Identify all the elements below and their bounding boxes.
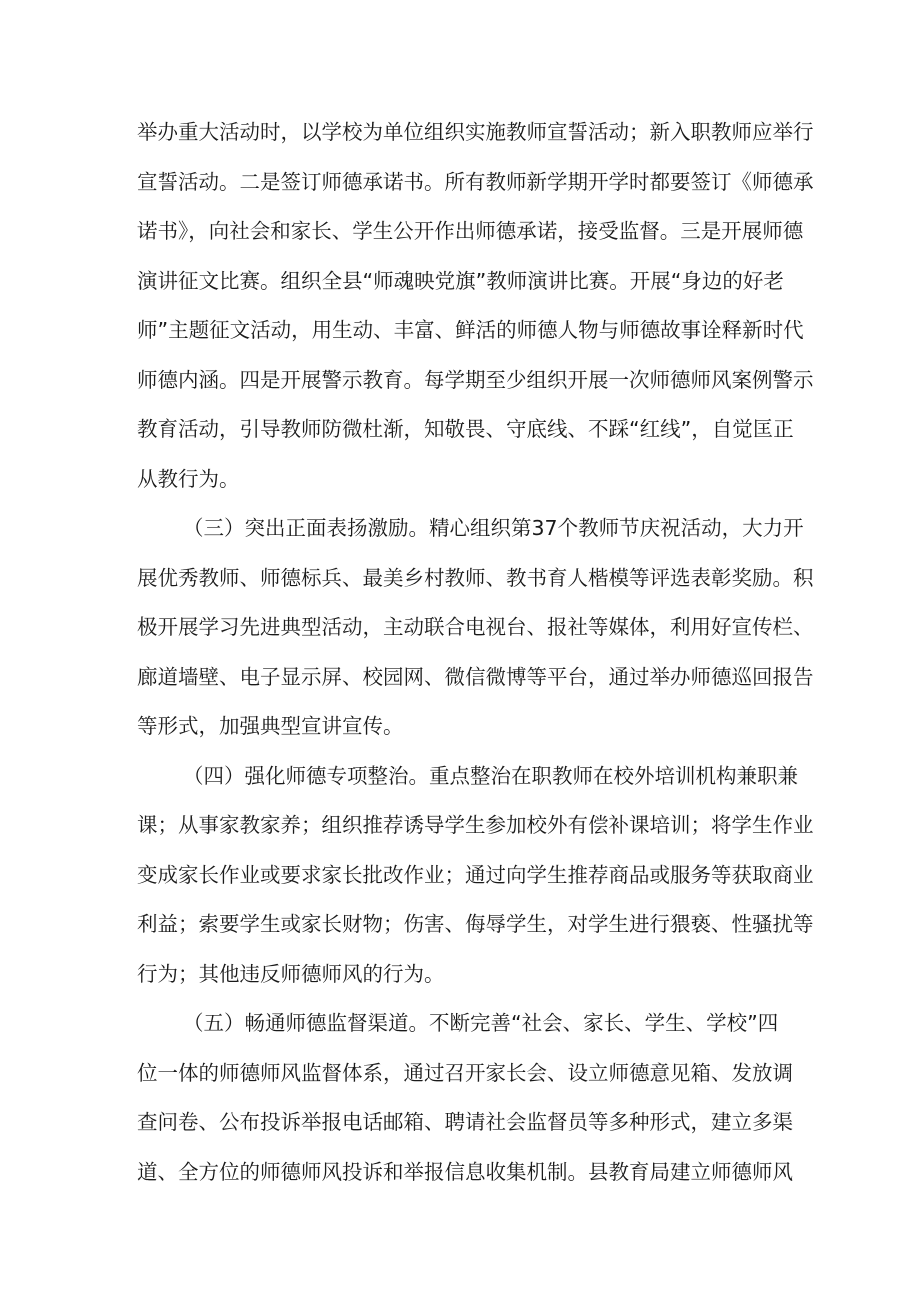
paragraph-continuation [137,108,814,504]
text-line: 从教行为。 [137,466,240,491]
text-line: 教育活动，引导教师防微杜渐，知敬畏、守底线、不踩“红线”，自觉匡正 [137,417,794,441]
text-line: 师德内涵。四是开展警示教育。每学期至少组织开展一次师德师风案例警示 [137,367,814,392]
text-line: （三）突出正面表扬激励。精心组织第37个教师节庆祝活动，大力开 [183,516,804,540]
text-line: 查问卷、公布投诉举报电话邮箱、聘请社会监督员等多种形式，建立多渠 [137,1110,793,1134]
text-line: 道、全方位的师德师风投诉和举报信息收集机制。县教育局建立师德师风 [137,1159,793,1184]
text-line: 行为；其他违反师德师风的行为。 [137,961,445,986]
text-line: 举办重大活动时，以学校为单位组织实施教师宣誓活动；新入职教师应举行 [137,120,814,144]
text-line: 变成家长作业或要求家长批改作业；通过向学生推荐商品或服务等获取商业 [137,862,814,887]
text-line: 演讲征文比赛。组织全县“师魂映党旗”教师演讲比赛。开展“身边的好老 [137,268,784,293]
text-line: （四）强化师德专项整治。重点整治在职教师在校外培训机构兼职兼 [183,763,798,788]
text-line: 位一体的师德师风监督体系，通过召开家长会、设立师德意见箱、发放调 [137,1060,793,1085]
text-line: 师”主题征文活动，用生动、丰富、鲜活的师德人物与师德故事诠释新时代 [137,318,804,342]
text-line: 廊道墙壁、电子显示屏、校园网、微信微博等平台，通过举办师德巡回报告 [137,664,814,689]
text-line: 极开展学习先进典型活动，主动联合电视台、报社等媒体，利用好宣传栏、 [137,615,814,639]
text-line: 利益；索要学生或家长财物；伤害、侮辱学生，对学生进行猥亵、性骚扰等 [137,912,814,936]
text-line: 等形式，加强典型宣讲宣传。 [137,714,404,738]
text-line: 诺书》，向社会和家长、学生公开作出师德承诺，接受监督。三是开展师德 [137,219,804,243]
text-line: 课；从事家教家养；组织推荐诱导学生参加校外有偿补课培训；将学生作业 [137,813,814,837]
paragraph-section-3 [137,504,814,752]
text-line: 展优秀教师、师德标兵、最美乡村教师、教书育人楷模等评选表彰奖励。积 [137,565,814,590]
paragraph-section-5 [137,999,797,1197]
document-body [137,108,814,1197]
text-line: （五）畅通师德监督渠道。不断完善“社会、家长、学生、学校”四 [183,1011,779,1035]
paragraph-section-4 [137,752,814,1000]
text-line: 宣誓活动。二是签订师德承诺书。所有教师新学期开学时都要签订《师德承 [137,169,814,194]
